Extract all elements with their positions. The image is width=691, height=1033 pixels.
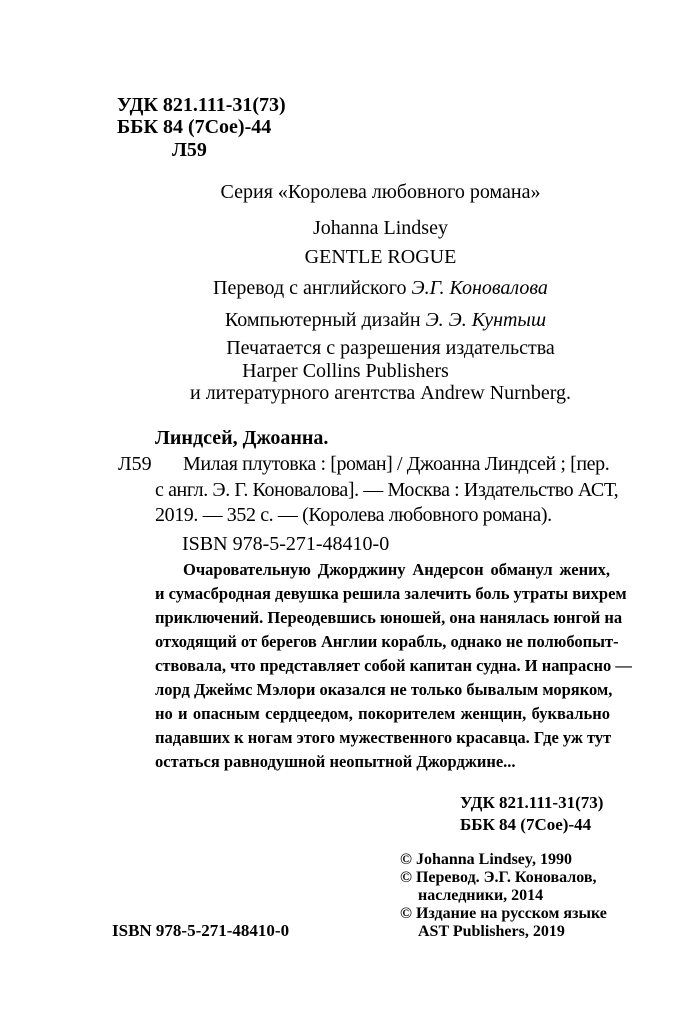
isbn-bottom: ISBN 978-5-271-48410-0 (112, 921, 290, 940)
bib-author-heading: Линдсей, Джоанна. (155, 427, 329, 449)
copyright-line: © Johanna Lindsey, 1990 (400, 851, 573, 868)
annotation-line: но и опасным сердцеедом, покорителем женщин, буквально (155, 704, 610, 723)
copyright-line: наследники, 2014 (418, 887, 544, 904)
permission-line: и литературного агентства Andrew Nurnberg. (189, 382, 571, 404)
original-author: Johanna Lindsey (313, 217, 448, 239)
series-title: Серия «Королева любовного романа» (220, 181, 541, 203)
translation-prefix: Перевод с английского (213, 277, 412, 299)
translator-name: Э.Г. Коновалова (411, 277, 548, 299)
bib-isbn: ISBN 978-5-271-48410-0 (182, 533, 390, 555)
bib-author-sign: Л59 (118, 453, 152, 475)
bib-record-line: с англ. Э. Г. Коновалова]. — Москва : Издательство АСТ, (155, 479, 619, 501)
translation-credit (35, 276, 691, 300)
bbk-code-bottom: ББК 84 (7Сое)-44 (460, 815, 592, 834)
annotation-line: и сумасбродная девушка решила залечить боль утраты вихрем (155, 584, 627, 603)
annotation-line: Очаровательную Джорджину Андерсон обманул жених, (183, 560, 610, 579)
annotation-line: ствовала, что представляет собой капитан судна. И напрасно — (155, 656, 632, 675)
permission-line: Harper Collins Publishers (242, 360, 449, 382)
annotation-line: падавших к ногам этого мужественного красавца. Где уж тут (155, 728, 612, 747)
permission-line: Печатается с разрешения издательства (226, 337, 555, 359)
designer-name: Э. Э. Кунтыш (425, 309, 547, 331)
bib-record-line: 2019. — 352 с. — (Королева любовного романа). (155, 504, 552, 526)
design-prefix: Компьютерный дизайн (224, 309, 426, 331)
annotation-line: остаться равнодушной неопытной Джорджине... (155, 752, 516, 771)
annotation-line: лорд Джеймс Мэлори оказался не только бывалым моряком, (155, 680, 613, 699)
udk-code-top: УДК 821.111-31(73) (117, 94, 286, 116)
bbk-code-top: ББК 84 (7Сое)-44 (117, 116, 272, 138)
bib-record-line: Милая плутовка : [роман] / Джоанна Линдсей ; [пер. (183, 453, 610, 475)
copyright-line: © Издание на русском языке (400, 905, 607, 922)
annotation-line: приключений. Переодевшись юношей, она нанялась юнгой на (155, 608, 623, 627)
design-credit (40, 308, 691, 332)
udk-code-bottom: УДК 821.111-31(73) (460, 793, 604, 812)
copyright-line: © Перевод. Э.Г. Коновалов, (400, 869, 597, 886)
copyright-line: AST Publishers, 2019 (418, 923, 565, 940)
annotation-line: отходящий от берегов Англии корабль, однако не полюбопыт- (155, 632, 619, 651)
author-sign-top: Л59 (172, 139, 207, 161)
original-title: GENTLE ROGUE (304, 246, 457, 268)
